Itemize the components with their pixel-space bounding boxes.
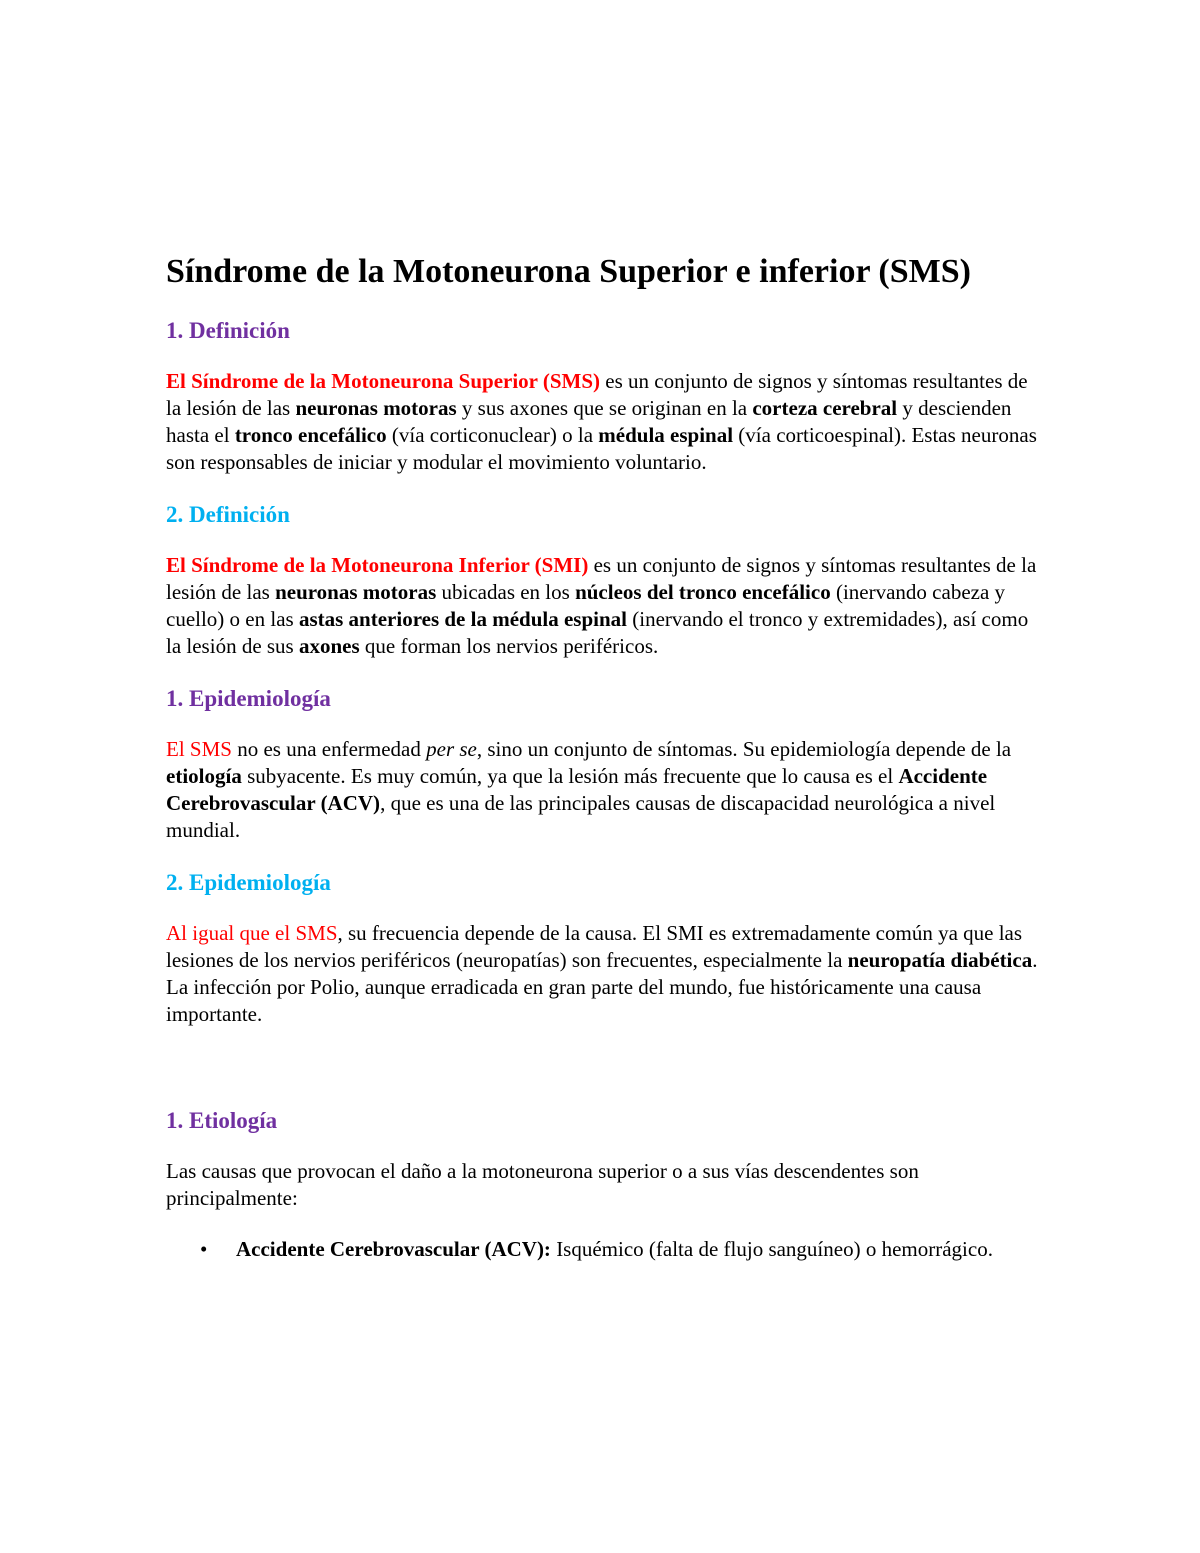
term-nucleos-tronco: núcleos del tronco encefálico: [575, 580, 831, 604]
term-sms: El Síndrome de la Motoneurona Superior (SMS): [166, 369, 601, 393]
paragraph-definicion-smi: El Síndrome de la Motoneurona Inferior (SMI) es un conjunto de signos y síntomas resultantes de la lesión de las neuronas motoras ubicadas en los núcleos del tronco encefálico (inervando cabeza y cuello) o en las astas anteriores de la médula espinal (inervando el tronco y extremidades), así como la lesión de sus axones que forman los nervios periféricos.: [166, 553, 1037, 658]
heading-definicion-1: 1. Definición: [166, 318, 290, 343]
term-neuronas-motoras: neuronas motoras: [275, 580, 437, 604]
term-sms-red: El SMS: [166, 737, 232, 761]
term-tronco-encefalico: tronco encefálico: [234, 423, 387, 447]
term-acv-bullet: Accidente Cerebrovascular (ACV):: [236, 1237, 551, 1261]
term-neuronas-motoras: neuronas motoras: [295, 396, 457, 420]
term-al-igual-sms: Al igual que el SMS: [166, 921, 338, 945]
blank-line: [166, 1052, 1046, 1106]
paragraph-etiologia-intro: Las causas que provocan el daño a la motoneurona superior o a sus vías descendentes son principalmente:: [166, 1159, 919, 1210]
term-axones: axones: [298, 634, 360, 658]
etiologia-list: [166, 1236, 1046, 1263]
term-astas-anteriores: astas anteriores de la médula espinal: [298, 607, 627, 631]
bullet-icon: •: [200, 1237, 208, 1261]
document-title: Síndrome de la Motoneurona Superior e inferior (SMS): [166, 253, 971, 290]
list-item: • Accidente Cerebrovascular (ACV): Isquémico (falta de flujo sanguíneo) o hemorrágico.: [200, 1237, 993, 1261]
heading-etiologia-1: 1. Etiología: [166, 1108, 278, 1133]
term-acv: Accidente Cerebrovascular (ACV): [166, 764, 988, 815]
term-per-se: per se: [426, 737, 477, 761]
heading-epidemiologia-2: 2. Epidemiología: [166, 870, 331, 895]
term-smi: El Síndrome de la Motoneurona Inferior (SMI): [166, 553, 589, 577]
heading-epidemiologia-1: 1. Epidemiología: [166, 686, 331, 711]
term-etiologia: etiología: [166, 764, 242, 788]
term-corteza-cerebral: corteza cerebral: [752, 396, 898, 420]
term-neuropatia-diabetica: neuropatía diabética: [847, 948, 1033, 972]
paragraph-definicion-sms: El Síndrome de la Motoneurona Superior (SMS) es un conjunto de signos y síntomas resultantes de la lesión de las neuronas motoras y sus axones que se originan en la corteza cerebral y descienden hasta el tronco encefálico (vía corticonuclear) o la médula espinal (vía corticoespinal). Estas neuronas son responsables de iniciar y modular el movimiento voluntario.: [166, 369, 1037, 474]
document-page: [166, 252, 1046, 1263]
paragraph-epidemiologia-sms: El SMS no es una enfermedad per se, sino un conjunto de síntomas. Su epidemiología depende de la etiología subyacente. Es muy común, ya que la lesión más frecuente que lo causa es el Accidente Cerebrovascular (ACV), que es una de las principales causas de discapacidad neurológica a nivel mundial.: [166, 737, 1012, 842]
paragraph-epidemiologia-smi: Al igual que el SMS, su frecuencia depende de la causa. El SMI es extremadamente común ya que las lesiones de los nervios periféricos (neuropatías) son frecuentes, especialmente la neuropatía diabética. La infección por Polio, aunque erradicada en gran parte del mundo, fue históricamente una causa importante.: [166, 921, 1038, 1026]
heading-definicion-2: 2. Definición: [166, 502, 290, 527]
term-medula-espinal: médula espinal: [598, 423, 734, 447]
